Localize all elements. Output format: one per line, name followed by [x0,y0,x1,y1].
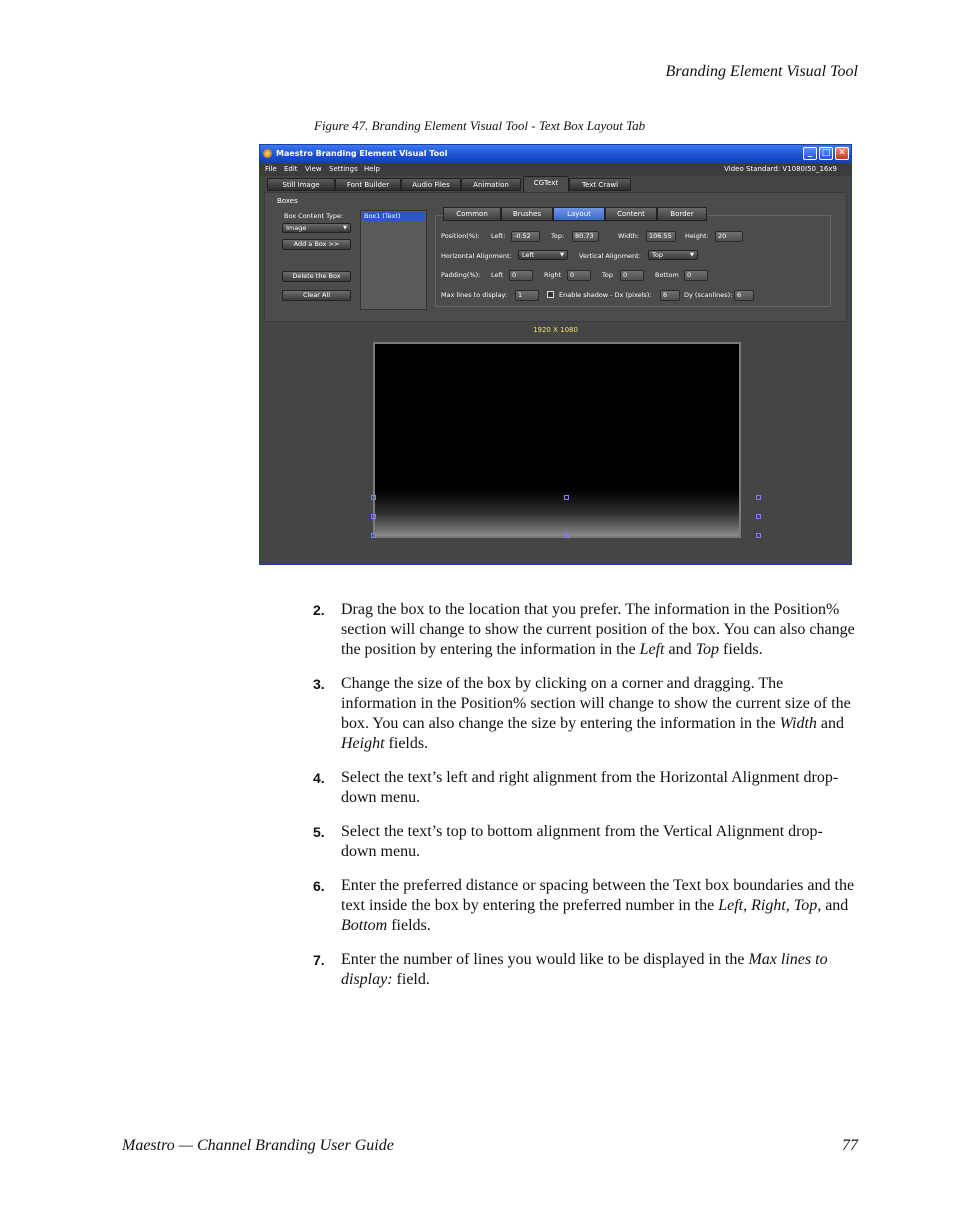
field-name: Left [639,641,665,658]
content-type-dropdown[interactable] [282,223,351,233]
tab-brushes[interactable]: Brushes [501,207,553,221]
step-7 [313,950,858,990]
step-number: 7. [313,952,325,968]
width-field[interactable]: 106.55 [646,231,676,242]
max-lines-field[interactable]: 1 [515,290,539,301]
resize-handle[interactable] [371,514,376,519]
v-align-value: Top [652,251,663,259]
pad-top-label: Top [602,271,613,279]
pad-bottom-label: Bottom [655,271,679,279]
box-list[interactable] [360,210,427,310]
step-text: Drag the box to the location that you prefer. The information in the Position% section will change to show the current position of the box. You can also change the position by entering the information in the [341,601,855,658]
step-number: 6. [313,878,325,894]
step-text: Change the size of the box by clicking on a corner and dragging. The information in the Position% section will change to show the current size of the box. You can also change the size by entering the information in the [341,675,851,732]
step-text: and [664,641,696,658]
top-field[interactable]: 80.73 [572,231,599,242]
field-name: Max lines to display: [341,951,828,988]
menu-view[interactable]: View [305,165,322,173]
tab-content[interactable]: Content [605,207,657,221]
dy-field[interactable]: 6 [734,290,754,301]
field-name: Width [779,715,817,732]
pad-top-field[interactable]: 0 [620,270,644,281]
minimize-button[interactable]: _ [803,147,817,160]
dx-field[interactable]: 6 [660,290,680,301]
tab-common[interactable]: Common [443,207,501,221]
resize-handle[interactable] [564,495,569,500]
window-title: Maestro Branding Element Visual Tool [276,149,448,158]
menu-bar [260,163,851,176]
step-text: Enter the number of lines you would like to be displayed in the [341,951,749,968]
step-number: 4. [313,770,325,786]
position-label: Position(%): [441,232,480,240]
figure-caption: Figure 47. Branding Element Visual Tool - Text Box Layout Tab [314,118,646,133]
pad-left-label: Left [491,271,504,279]
step-number: 2. [313,602,325,618]
list-item[interactable]: Box1 (Text) [362,212,425,221]
app-window-screenshot [259,144,852,565]
resolution-label: 1920 X 1080 [533,326,578,334]
title-bar [260,145,851,163]
h-align-label: Horizontal Alignment: [441,252,512,260]
instruction-steps [313,600,858,1004]
step-text: fields. [719,641,763,658]
h-align-value: Left [522,251,535,259]
footer-doc-title: Maestro — Channel Branding User Guide [122,1137,394,1154]
tab-animation[interactable]: Animation [461,178,521,191]
tab-text-crawl[interactable]: Text Crawl [569,178,631,191]
properties-panel [435,215,831,307]
field-name: Left, Right, Top [718,897,818,914]
v-align-dropdown[interactable] [648,250,698,260]
delete-box-button[interactable]: Delete the Box [282,271,351,282]
step-text: , and [817,897,849,914]
step-2 [313,600,858,660]
resize-handle[interactable] [756,495,761,500]
menu-help[interactable]: Help [364,165,380,173]
shadow-label: Enable shadow - Dx (pixels): [559,291,652,299]
content-type-value: Image [286,224,307,232]
step-number: 3. [313,676,325,692]
step-number: 5. [313,824,325,840]
preview-canvas[interactable] [373,342,741,538]
running-header: Branding Element Visual Tool [665,63,858,80]
resize-handle[interactable] [371,533,376,538]
resize-handle[interactable] [756,533,761,538]
boxes-panel [264,192,847,322]
add-box-button[interactable]: Add a Box >> [282,239,351,250]
enable-shadow-checkbox[interactable] [547,291,554,298]
max-lines-label: Max lines to display: [441,291,508,299]
chevron-down-icon: ▼ [560,252,564,258]
chevron-down-icon: ▼ [343,225,347,231]
pad-left-field[interactable]: 0 [509,270,533,281]
tab-font-builder[interactable]: Font Builder [335,178,401,191]
left-field[interactable]: -0.52 [511,231,540,242]
step-text: and [816,715,845,732]
step-3 [313,674,858,754]
h-align-dropdown[interactable] [518,250,568,260]
field-name: Height [341,735,385,752]
resize-handle[interactable] [564,533,569,538]
clear-all-button[interactable]: Clear All [282,290,351,301]
dy-label: Dy (scanlines): [684,291,733,299]
tab-border[interactable]: Border [657,207,707,221]
resize-handle[interactable] [371,495,376,500]
pad-bottom-field[interactable]: 0 [684,270,708,281]
tab-cgtext[interactable]: CGText [523,176,569,192]
close-button[interactable]: ✕ [835,147,849,160]
padding-label: Padding(%): [441,271,481,279]
step-6 [313,876,858,936]
field-name: Top [695,641,720,658]
height-label: Height: [685,232,709,240]
chevron-down-icon: ▼ [690,252,694,258]
menu-file[interactable]: File [265,165,277,173]
content-type-label: Box Content Type: [284,212,344,220]
maximize-button[interactable]: □ [819,147,833,160]
menu-edit[interactable]: Edit [284,165,298,173]
step-text: Enter the preferred distance or spacing between the Text box boundaries and the text inside the box by entering the preferred number in the [341,877,855,914]
video-standard-label: Video Standard: V1080I50_16x9 [724,165,837,173]
pad-right-field[interactable]: 0 [567,270,591,281]
boxes-title: Boxes [277,197,298,205]
left-label: Left: [491,232,506,240]
app-icon [263,149,272,158]
page-number: 77 [842,1137,858,1154]
step-5 [313,822,858,862]
field-name: Bottom [341,917,388,934]
tab-audio-files[interactable]: Audio Files [401,178,461,191]
step-text: fields. [387,917,431,934]
step-text: field. [392,971,430,988]
tab-layout[interactable]: Layout [553,207,605,221]
pad-right-label: Right [544,271,562,279]
menu-settings[interactable]: Settings [329,165,358,173]
step-text: fields. [384,735,429,752]
v-align-label: Vertical Alignment: [579,252,641,260]
step-text: Select the text’s left and right alignment from the Horizontal Alignment drop-down menu. [341,769,839,806]
step-4 [313,768,858,808]
resize-handle[interactable] [756,514,761,519]
top-label: Top: [551,232,565,240]
tab-still-image[interactable]: Still Image [267,178,335,191]
height-field[interactable]: 20 [715,231,743,242]
width-label: Width: [618,232,640,240]
step-text: Select the text’s top to bottom alignment from the Vertical Alignment drop-down menu. [341,823,823,860]
